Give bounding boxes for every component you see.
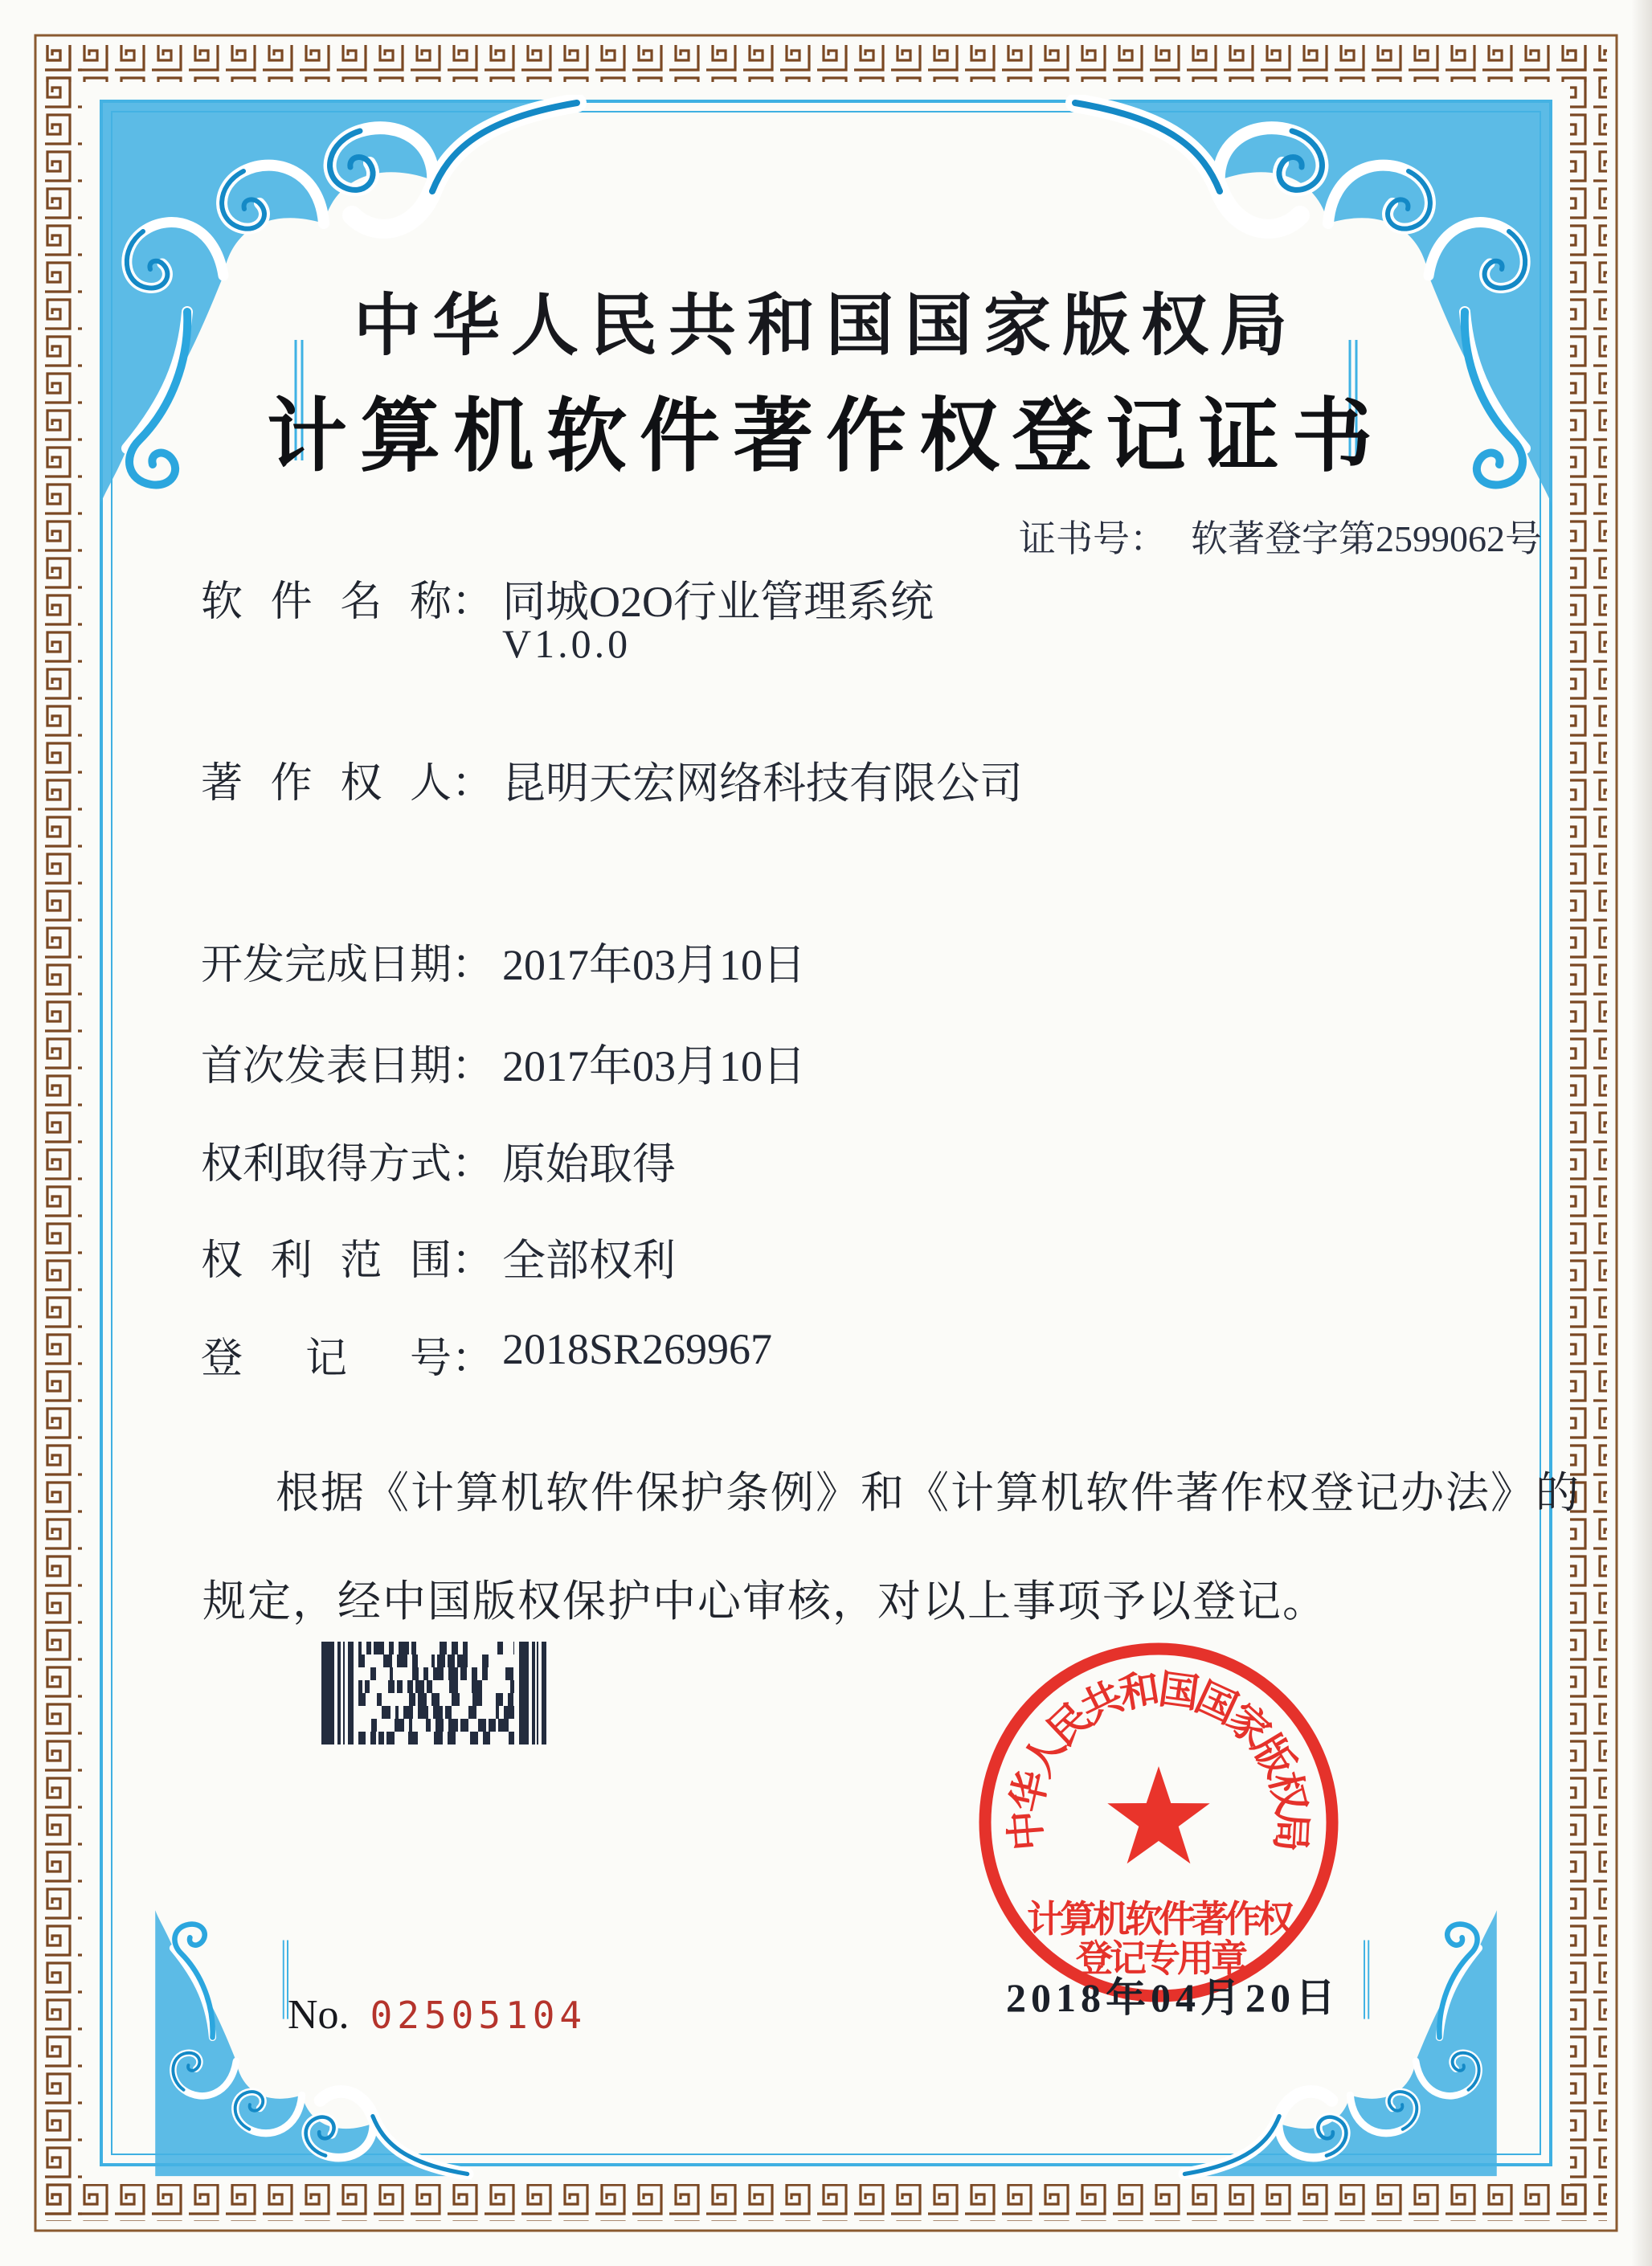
statement-line-2: 规定，经中国版权保护中心审核，对以上事项予以登记。 bbox=[202, 1577, 1327, 1626]
serial-label: No. bbox=[288, 1992, 350, 2038]
field-row-rights-acquisition bbox=[201, 1130, 676, 1188]
field-row-copyright-owner bbox=[201, 749, 1023, 808]
field-row-rights-scope bbox=[201, 1226, 676, 1285]
certificate-number-label: 证书号： bbox=[1019, 518, 1167, 559]
serial-number-line bbox=[288, 1991, 587, 2039]
certificate-number-line bbox=[1019, 509, 1542, 562]
field-row-dev-complete-date bbox=[201, 931, 806, 989]
issuing-authority-title: 中华人民共和国国家版权局 bbox=[353, 289, 1298, 364]
field-label: 首次发表日期 bbox=[201, 1044, 452, 1090]
field-colon: ： bbox=[452, 1336, 494, 1382]
field-value: 原始取得 bbox=[502, 1140, 676, 1188]
seal-text-line2: 登记专用章 bbox=[1076, 1938, 1245, 1979]
field-value: 2018SR269967 bbox=[502, 1325, 773, 1373]
field-colon: ： bbox=[452, 761, 494, 807]
field-row-first-publish-date bbox=[201, 1032, 806, 1090]
certificate-title: 计算机软件著作权登记证书 bbox=[267, 392, 1385, 481]
field-label: 登记号 bbox=[201, 1336, 452, 1382]
barcode bbox=[321, 1642, 556, 1744]
field-label: 权利范围 bbox=[201, 1238, 452, 1284]
field-label: 权利取得方式 bbox=[201, 1142, 452, 1188]
seal-ring-text: 中华人民共和国国家版权局 bbox=[1002, 1666, 1315, 1853]
software-version: V1.0.0 bbox=[502, 621, 632, 666]
field-label: 开发完成日期 bbox=[201, 943, 452, 988]
field-colon: ： bbox=[452, 1238, 494, 1284]
statement-line-1: 根据《计算机软件保护条例》和《计算机软件著作权登记办法》的 bbox=[276, 1469, 1580, 1517]
field-colon: ： bbox=[452, 943, 494, 988]
field-value: 全部权利 bbox=[502, 1237, 676, 1285]
field-value: 昆明天宏网络科技有限公司 bbox=[502, 759, 1023, 808]
seal-date: 2018年04月20日 bbox=[1006, 1975, 1340, 2020]
field-row-software-name bbox=[201, 567, 934, 666]
official-seal-stamp bbox=[974, 1638, 1343, 2008]
field-row-registration-number bbox=[201, 1324, 773, 1382]
serial-number: 02505104 bbox=[370, 1994, 587, 2037]
certificate-number-value: 软著登字第2599062号 bbox=[1191, 518, 1542, 559]
field-label: 著作权人 bbox=[201, 761, 452, 807]
field-value: 2017年03月10日 bbox=[502, 941, 806, 989]
seal-text-line1: 计算机软件著作权 bbox=[1027, 1899, 1290, 1940]
star-icon bbox=[1107, 1766, 1209, 1863]
field-colon: ： bbox=[452, 1142, 494, 1188]
field-colon: ： bbox=[452, 1044, 494, 1090]
field-value: 2017年03月10日 bbox=[502, 1042, 806, 1090]
field-value: 同城O2O行业管理系统 bbox=[502, 578, 934, 626]
field-colon: ： bbox=[452, 579, 494, 625]
corner-flourish-bottom-left-icon bbox=[98, 1906, 532, 2179]
field-label: 软件名称 bbox=[201, 579, 452, 625]
